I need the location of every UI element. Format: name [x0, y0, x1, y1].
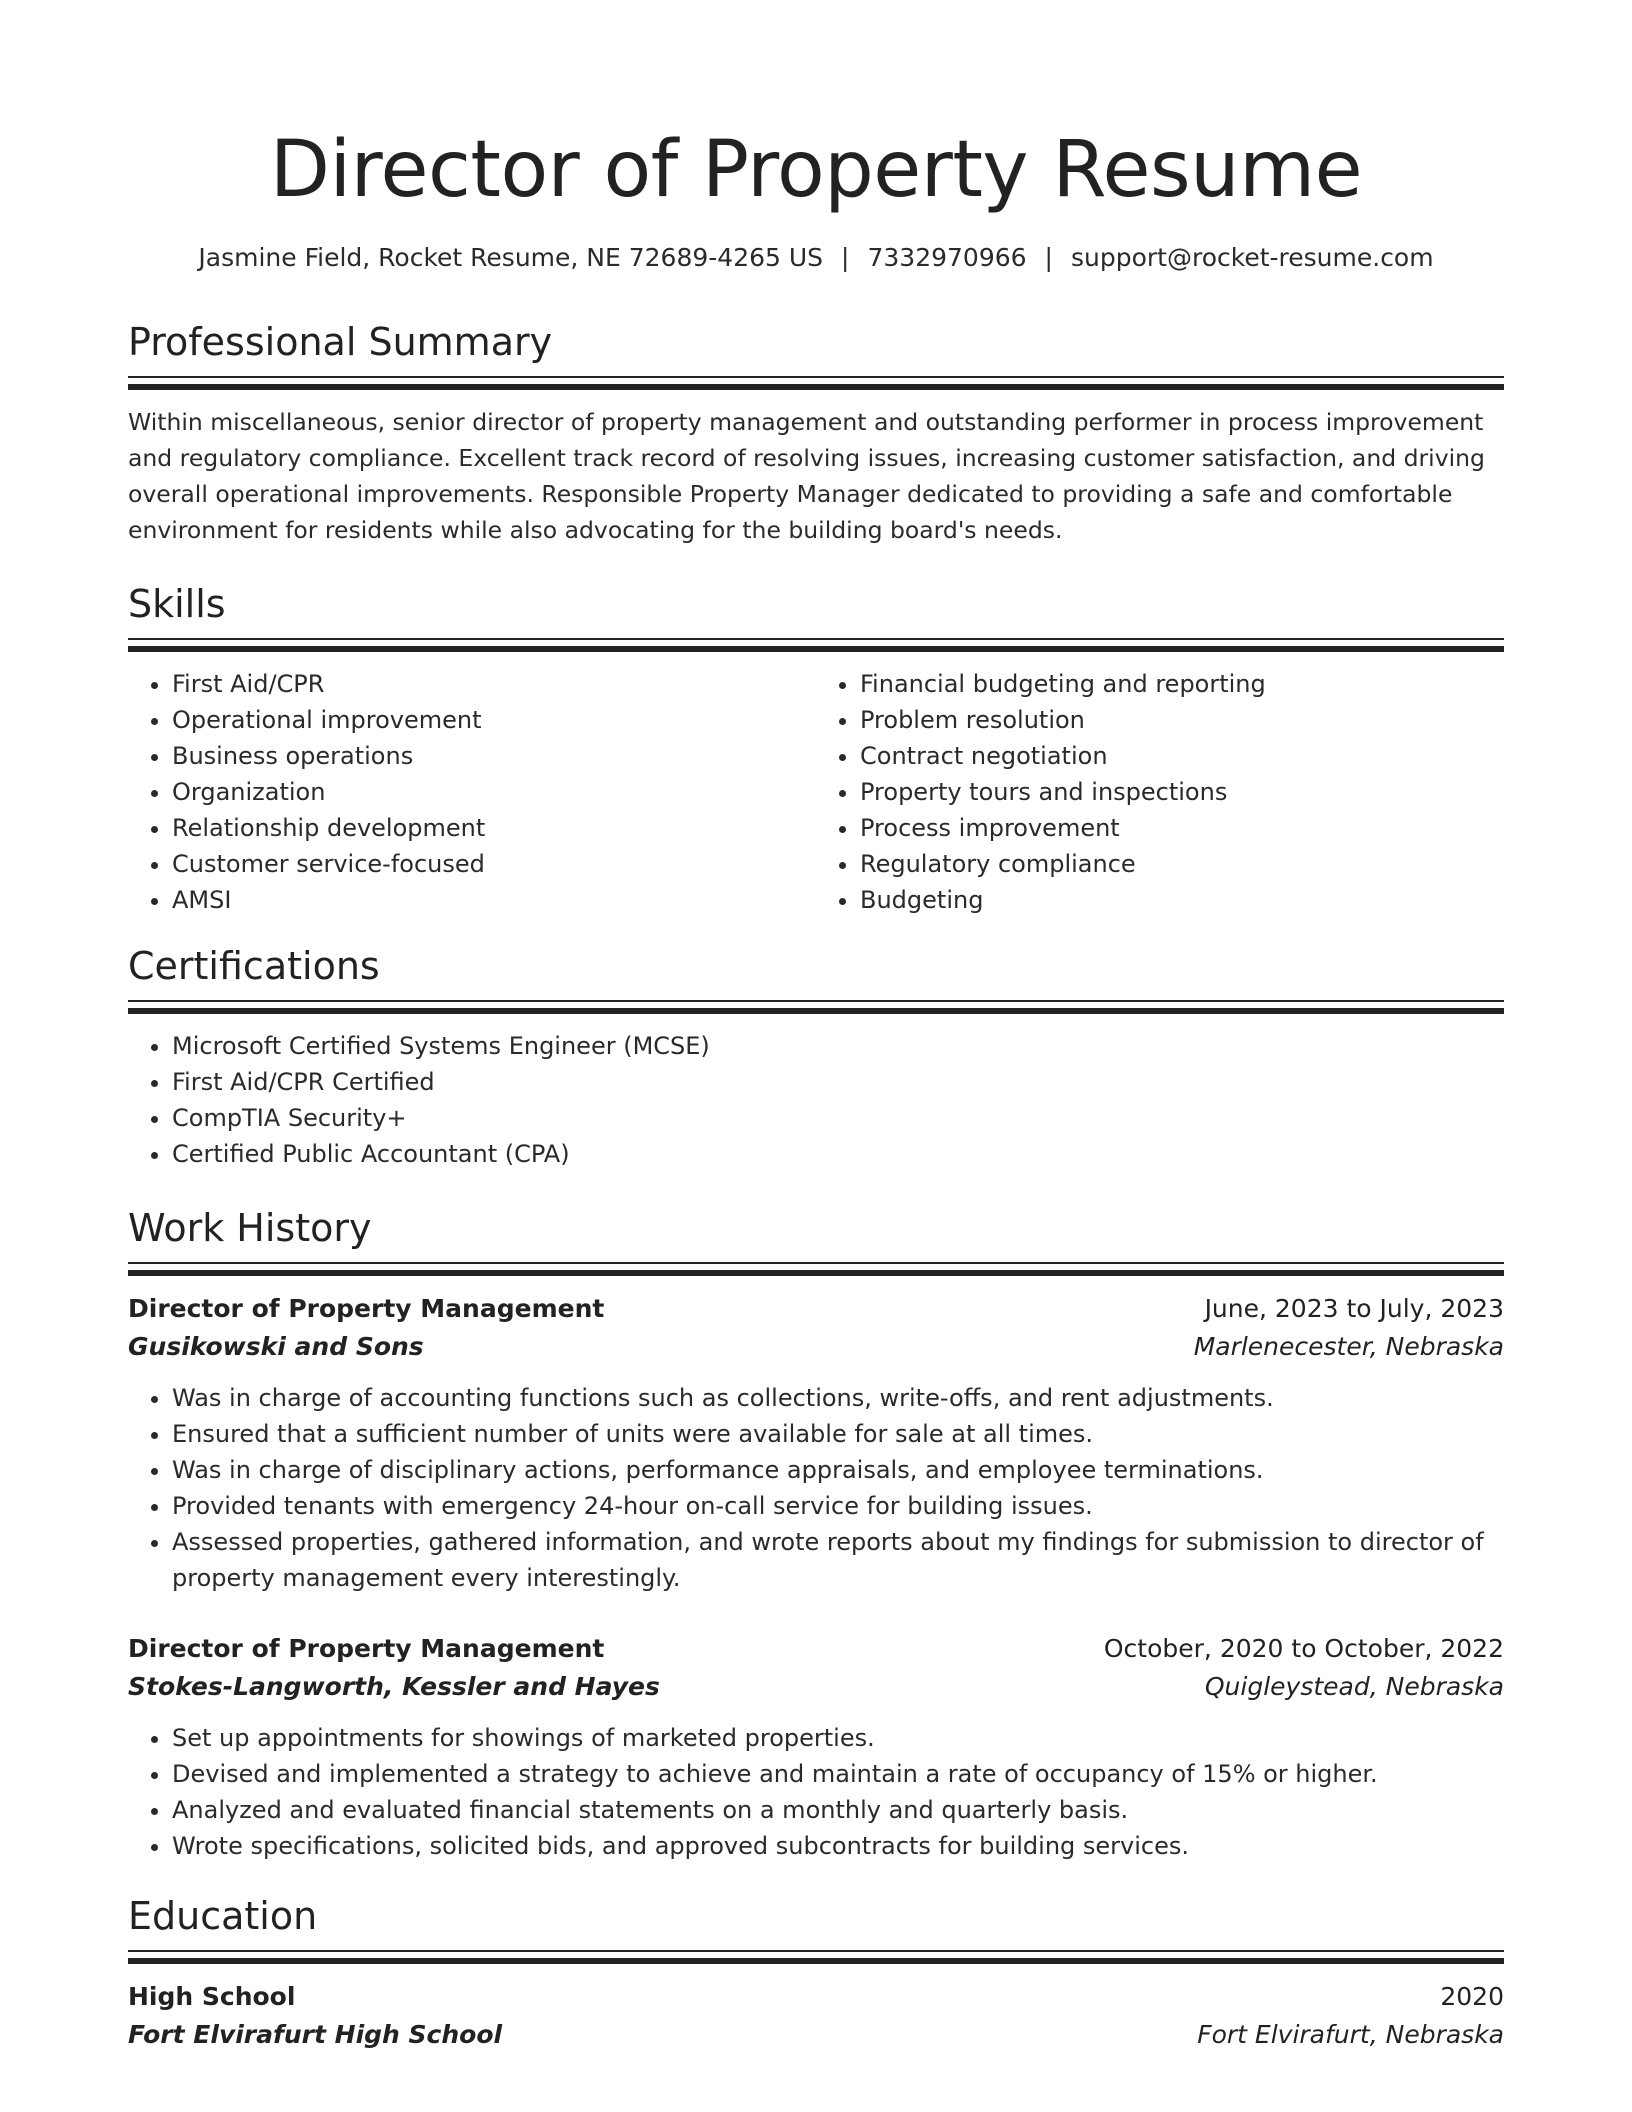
skills-list-right — [816, 666, 1504, 918]
skill-item: • Customer service-focused — [172, 846, 816, 882]
job-bullet: • Analyzed and evaluated financial statements on a monthly and quarterly basis. — [172, 1792, 1504, 1828]
section-heading-work: Work History — [128, 1206, 372, 1250]
skill-item: • Budgeting — [860, 882, 1504, 918]
job-bullets — [128, 1720, 1504, 1864]
resume-page — [128, 0, 1504, 2054]
job-title: Director of Property Management — [128, 1294, 605, 1323]
section-heading-education: Education — [128, 1894, 318, 1938]
contact-email: support@rocket-resume.com — [1070, 243, 1434, 272]
job-bullet: • Ensured that a sufficient number of units were available for sale at all times. — [172, 1416, 1504, 1452]
certification-item: • Certified Public Accountant (CPA) — [172, 1136, 1504, 1172]
summary-text: Within miscellaneous, senior director of property management and outstanding performer in process improvement and regulatory compliance. Excellent track record of resolving issues, increasing customer satisfaction, and driving overall operational improvements. Responsible Property Manager dedicated to providing a safe and comfortable environment for residents while also advocating for the building board's needs. — [128, 408, 1485, 544]
skill-item: • Process improvement — [860, 810, 1504, 846]
job-bullet: • Assessed properties, gathered information, and wrote reports about my findings for submission to director of property management every interestingly. — [172, 1524, 1504, 1596]
certifications-list — [128, 1028, 1504, 1172]
contact-line — [128, 242, 1504, 274]
job-location: Marlenecester, Nebraska — [1193, 1332, 1504, 1361]
contact-separator: | — [1044, 243, 1053, 272]
contact-address: Jasmine Field, Rocket Resume, NE 72689-4265 US — [198, 243, 824, 272]
job-entry — [128, 1290, 1504, 1596]
education-degree: High School — [128, 1982, 296, 2011]
contact-separator: | — [841, 243, 850, 272]
section-heading-summary: Professional Summary — [128, 320, 553, 364]
skill-item: • Operational improvement — [172, 702, 816, 738]
job-entry — [128, 1630, 1504, 1864]
certifications-section — [128, 942, 1504, 1172]
skill-item: • Business operations — [172, 738, 816, 774]
resume-title: Director of Property Resume — [269, 125, 1363, 215]
education-year: 2020 — [1440, 1982, 1504, 2011]
job-bullets — [128, 1380, 1504, 1596]
section-divider — [128, 638, 1504, 652]
contact-phone: 7332970966 — [867, 243, 1027, 272]
education-section — [128, 1892, 1504, 2054]
work-section — [128, 1204, 1504, 1864]
certification-item: • Microsoft Certified Systems Engineer (MCSE) — [172, 1028, 1504, 1064]
job-bullet: • Wrote specifications, solicited bids, and approved subcontracts for building services. — [172, 1828, 1504, 1864]
education-entry — [128, 1978, 1504, 2054]
section-divider — [128, 1262, 1504, 1276]
job-bullet: • Devised and implemented a strategy to achieve and maintain a rate of occupancy of 15% or higher. — [172, 1756, 1504, 1792]
job-bullet: • Set up appointments for showings of marketed properties. — [172, 1720, 1504, 1756]
summary-section — [128, 318, 1504, 548]
job-title: Director of Property Management — [128, 1634, 605, 1663]
skill-item: • First Aid/CPR — [172, 666, 816, 702]
job-company: Stokes-Langworth, Kessler and Hayes — [128, 1672, 660, 1701]
section-divider — [128, 1000, 1504, 1014]
skill-item: • Problem resolution — [860, 702, 1504, 738]
job-bullet: • Provided tenants with emergency 24-hour on-call service for building issues. — [172, 1488, 1504, 1524]
job-dates: October, 2020 to October, 2022 — [1103, 1634, 1504, 1663]
job-company: Gusikowski and Sons — [128, 1332, 424, 1361]
section-heading-skills: Skills — [128, 582, 226, 626]
skill-item: • AMSI — [172, 882, 816, 918]
section-divider — [128, 1950, 1504, 1964]
job-location: Quigleystead, Nebraska — [1204, 1672, 1504, 1701]
skill-item: • Regulatory compliance — [860, 846, 1504, 882]
skills-list-left — [128, 666, 816, 918]
job-bullet: • Was in charge of disciplinary actions, performance appraisals, and employee terminations. — [172, 1452, 1504, 1488]
education-location: Fort Elvirafurt, Nebraska — [1197, 2020, 1504, 2049]
section-divider — [128, 376, 1504, 390]
section-heading-certifications: Certifications — [128, 944, 380, 988]
job-bullet: • Was in charge of accounting functions such as collections, write-offs, and rent adjustments. — [172, 1380, 1504, 1416]
job-dates: June, 2023 to July, 2023 — [1204, 1294, 1504, 1323]
skill-item: • Relationship development — [172, 810, 816, 846]
skill-item: • Property tours and inspections — [860, 774, 1504, 810]
skill-item: • Financial budgeting and reporting — [860, 666, 1504, 702]
skill-item: • Organization — [172, 774, 816, 810]
skill-item: • Contract negotiation — [860, 738, 1504, 774]
certification-item: • CompTIA Security+ — [172, 1100, 1504, 1136]
education-school: Fort Elvirafurt High School — [128, 2020, 503, 2049]
certification-item: • First Aid/CPR Certified — [172, 1064, 1504, 1100]
skills-section — [128, 580, 1504, 918]
